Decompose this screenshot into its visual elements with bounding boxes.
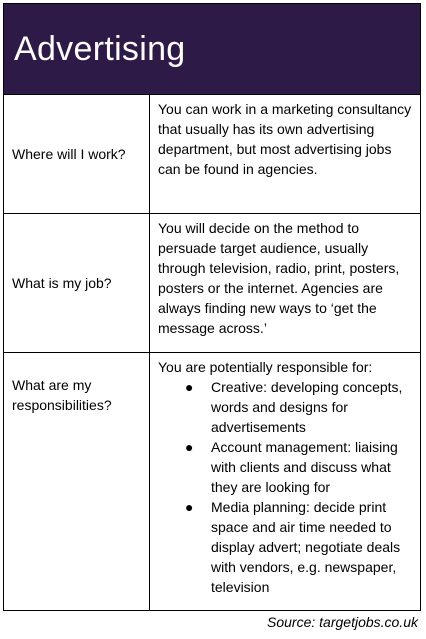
table-row-what-job	[4, 214, 420, 353]
header-banner	[4, 4, 420, 95]
list-item	[158, 437, 414, 497]
bullet-icon: ●	[185, 439, 194, 455]
advertising-info-card	[3, 3, 421, 611]
list-item	[158, 377, 414, 437]
list-item	[158, 497, 414, 597]
list-item-text: Creative: developing concepts, words and designs for advertisements	[211, 379, 403, 435]
bullet-icon: ●	[185, 499, 194, 515]
source-citation: Source: targetjobs.co.uk	[267, 614, 418, 630]
answer-cell: You can work in a marketing consultancy that usually has its own advertising department, but most advertising jobs can be found in agencies.	[158, 101, 412, 177]
list-item-text: Media planning: decide print space and air time needed to display advert; negotiate deals with vendors, e.g. newspaper, television	[211, 499, 401, 595]
answer-intro: You are potentially responsible for:	[158, 359, 373, 375]
question-cell: What are my responsibilities?	[4, 353, 150, 610]
question-cell: What is my job?	[4, 214, 150, 352]
question-cell: Where will I work?	[4, 95, 150, 213]
answer-cell	[150, 353, 420, 610]
answer-cell: You will decide on the method to persuade target audience, usually through television, radio, print, posters, posters or the internet. Agencies are always finding new ways to ‘get the message across.’	[158, 220, 400, 336]
table-row-responsibilities	[4, 353, 420, 610]
table-row-where-work	[4, 95, 420, 214]
responsibility-list	[158, 377, 414, 597]
page-title: Advertising	[14, 29, 186, 68]
list-item-text: Account management: liaising with clients and discuss what they are looking for	[211, 439, 398, 495]
bullet-icon: ●	[185, 379, 194, 395]
